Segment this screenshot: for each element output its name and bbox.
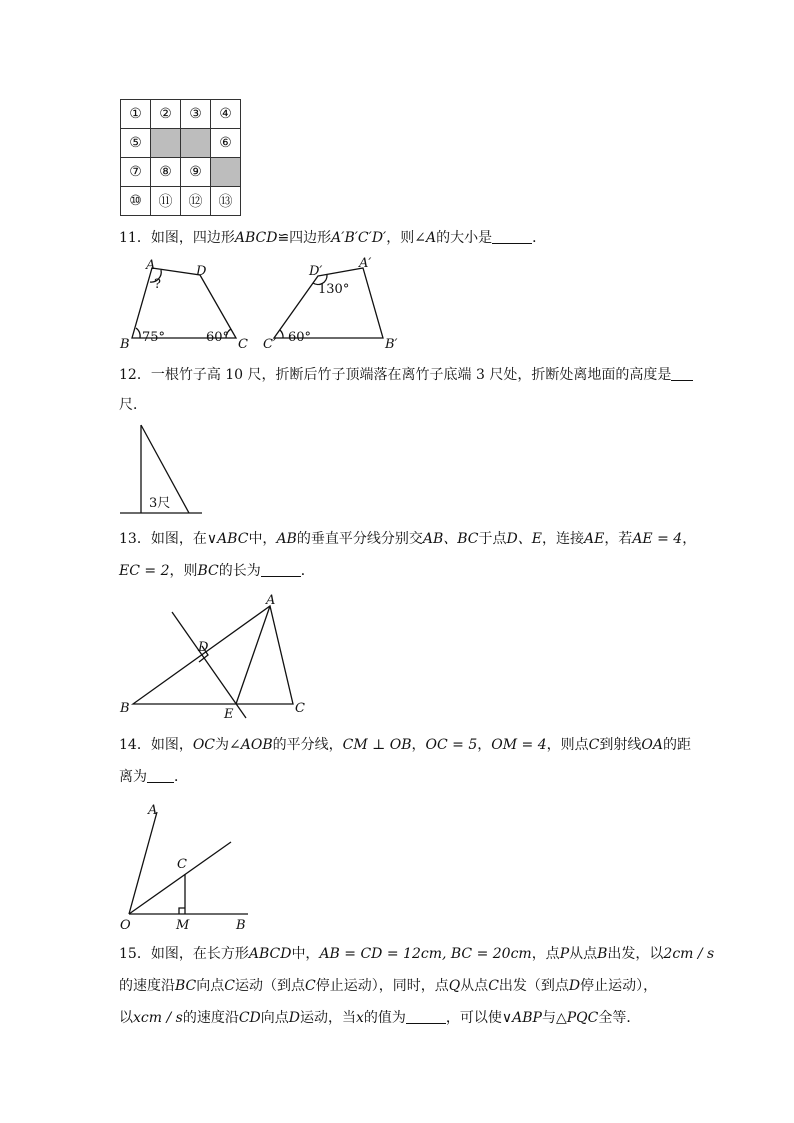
text: 出发，以 (607, 946, 664, 962)
quad-abcd (132, 268, 236, 338)
math: AB、BC (422, 531, 479, 547)
question-14-text-line2 (119, 763, 188, 791)
label-c: C (238, 337, 248, 352)
text: 14．如图， (119, 737, 193, 753)
grid-cell: ⑤ (121, 129, 151, 158)
question-15-text-line2 (119, 972, 657, 1000)
text: ，若 (604, 531, 633, 547)
text: 离为 (119, 769, 147, 785)
math: BC (175, 978, 197, 994)
text: 向点 (260, 1010, 289, 1026)
math: C (588, 737, 600, 753)
text: 停止运动）， (580, 978, 658, 994)
math: BC (197, 563, 219, 579)
text: ，则 (169, 563, 198, 579)
text: 与△ (541, 1010, 567, 1026)
text: 的值为 (363, 1010, 406, 1026)
label-question: ? (154, 277, 161, 292)
math: x (356, 1010, 364, 1026)
grid-cell: ① (121, 100, 151, 129)
math: ABP (512, 1010, 542, 1026)
label-b: B (120, 701, 130, 716)
text: 到射线 (599, 737, 642, 753)
math: Q (448, 978, 461, 994)
question-12-text-line2 (119, 391, 147, 419)
q11-figure-a2b2c2d2 (274, 268, 383, 338)
math: AE (583, 531, 605, 547)
label-angle-c2: 60° (288, 330, 312, 345)
math: ABC (217, 531, 249, 547)
label-b: B (236, 918, 246, 933)
text: 的垂直平分线分别交 (296, 531, 423, 547)
text: 12．一根竹子高 10 尺，折断后竹子顶端落在离竹子底端 3 尺处，折断处离地面的高度是 (119, 367, 672, 383)
math: ABCD (248, 946, 292, 962)
text: 中， (291, 946, 320, 962)
text: 13．如图，在∨ (119, 531, 218, 547)
text: 以 (119, 1010, 133, 1026)
grid-cell: ⑧ (151, 158, 181, 187)
q14-figure-angle (129, 812, 248, 914)
text: ． (174, 769, 188, 785)
math: D (288, 1010, 300, 1026)
segment-ae (236, 606, 270, 704)
label-c: C (295, 701, 305, 716)
text: 从点 (569, 946, 598, 962)
text: 于点 (478, 531, 507, 547)
math: CM ⊥ OB (342, 737, 412, 753)
math: OC (192, 737, 216, 753)
perpendicular-bisector (172, 612, 246, 718)
question-12-text (119, 361, 693, 389)
label-a: A (146, 258, 156, 273)
math: OM = 4 (491, 737, 547, 753)
text: ，则∠ (386, 230, 426, 246)
text: 的大小是 (436, 230, 493, 246)
grid-cell: ⑬ (211, 187, 241, 216)
grid-cell: ② (151, 100, 181, 129)
label-3-chi: 3尺 (149, 496, 171, 511)
grid-cell: ⑨ (181, 158, 211, 187)
label-b2: B′ (385, 337, 398, 352)
question-15-text (119, 940, 714, 968)
math: D、E (506, 531, 542, 547)
math: AB (276, 531, 297, 547)
text: ， (411, 737, 426, 753)
math: EC = 2 (119, 563, 170, 579)
math: xcm / s (133, 1010, 183, 1026)
label-c2: C′ (263, 337, 276, 352)
text: ， (477, 737, 492, 753)
math: C (304, 978, 316, 994)
label-d2: D′ (309, 264, 323, 279)
text: 尺． (119, 397, 147, 413)
grid-cell: ⑪ (151, 187, 181, 216)
label-b: B (120, 337, 130, 352)
angle-b-arc (136, 328, 140, 338)
math: OC = 5 (425, 737, 478, 753)
math: CD (238, 1010, 261, 1026)
text: 运动，当 (300, 1010, 356, 1026)
grid-cell: ③ (181, 100, 211, 129)
grid-cell: ⑩ (121, 187, 151, 216)
q13-figure-labels (119, 593, 305, 722)
text: 的平分线， (272, 737, 343, 753)
answer-blank[interactable] (406, 1009, 446, 1024)
label-angle-d2: 130° (318, 282, 350, 297)
math: AB = CD = 12cm, BC = 20cm (319, 946, 532, 962)
text: ，点 (531, 946, 560, 962)
math: OA (641, 737, 663, 753)
math: C (488, 978, 499, 994)
label-o: O (120, 918, 131, 933)
math: A (425, 230, 437, 246)
label-d: D (198, 640, 209, 655)
text: ． (532, 230, 547, 246)
label-angle-c: 60° (206, 330, 230, 345)
question-14-text (119, 731, 691, 759)
text: 为∠ (215, 737, 241, 753)
text: 的速度沿 (182, 1010, 239, 1026)
label-d: D (196, 264, 207, 279)
grid-cell: ⑥ (211, 129, 241, 158)
math: AOB (240, 737, 273, 753)
triangle-abc (133, 606, 293, 704)
ray-oc (129, 842, 231, 914)
text: 从点 (460, 978, 489, 994)
grid-cell: ⑫ (181, 187, 211, 216)
text: 向点 (196, 978, 225, 994)
label-a: A (148, 803, 158, 818)
grid-cell: ⑦ (121, 158, 151, 187)
text: ≌四边形 (277, 230, 332, 246)
label-c: C (177, 857, 187, 872)
label-a2: A′ (359, 256, 372, 271)
ray-oa (129, 812, 157, 914)
question-13-text (119, 525, 696, 553)
text: 的速度沿 (119, 978, 175, 994)
math: P (559, 946, 570, 962)
math: AE = 4 (632, 531, 683, 547)
text: 11．如图，四边形 (119, 230, 235, 246)
answer-blank[interactable] (671, 366, 693, 381)
text: ，则点 (546, 737, 589, 753)
quad-a2b2c2d2 (274, 268, 383, 338)
right-angle-mark-m (179, 908, 185, 914)
math: C (224, 978, 235, 994)
grid-cell: ④ (211, 100, 241, 129)
question-15-text-line3 (119, 1004, 640, 1032)
math: B (597, 946, 608, 962)
text: 15．如图，在长方形 (119, 946, 249, 962)
q11-figure-abcd (132, 268, 236, 338)
text: 全等． (598, 1010, 641, 1026)
text: 的距 (662, 737, 691, 753)
q13-figure-triangle (133, 606, 293, 718)
text: ， (682, 531, 697, 547)
math: PQC (566, 1010, 599, 1026)
label-a: A (266, 593, 276, 608)
math: 2cm / s (663, 946, 715, 962)
math: ABCD (234, 230, 278, 246)
text: 停止运动），同时，点 (315, 978, 449, 994)
text: ． (300, 563, 315, 579)
label-m: M (176, 918, 190, 933)
text: ，可以使∨ (445, 1010, 513, 1026)
answer-blank[interactable] (147, 768, 174, 783)
math: D (568, 978, 581, 994)
text: 运动（到点 (234, 978, 305, 994)
text: 出发（到点 (498, 978, 569, 994)
label-e: E (224, 707, 234, 722)
text: ，连接 (541, 531, 584, 547)
angle-c2-arc (280, 330, 283, 338)
answer-blank[interactable] (261, 562, 301, 577)
text: 的长为 (218, 563, 261, 579)
text: 中， (248, 531, 277, 547)
label-angle-b: 75° (142, 330, 166, 345)
question-13-text-line2 (119, 557, 315, 585)
math: A′B′C′D′ (331, 230, 387, 246)
